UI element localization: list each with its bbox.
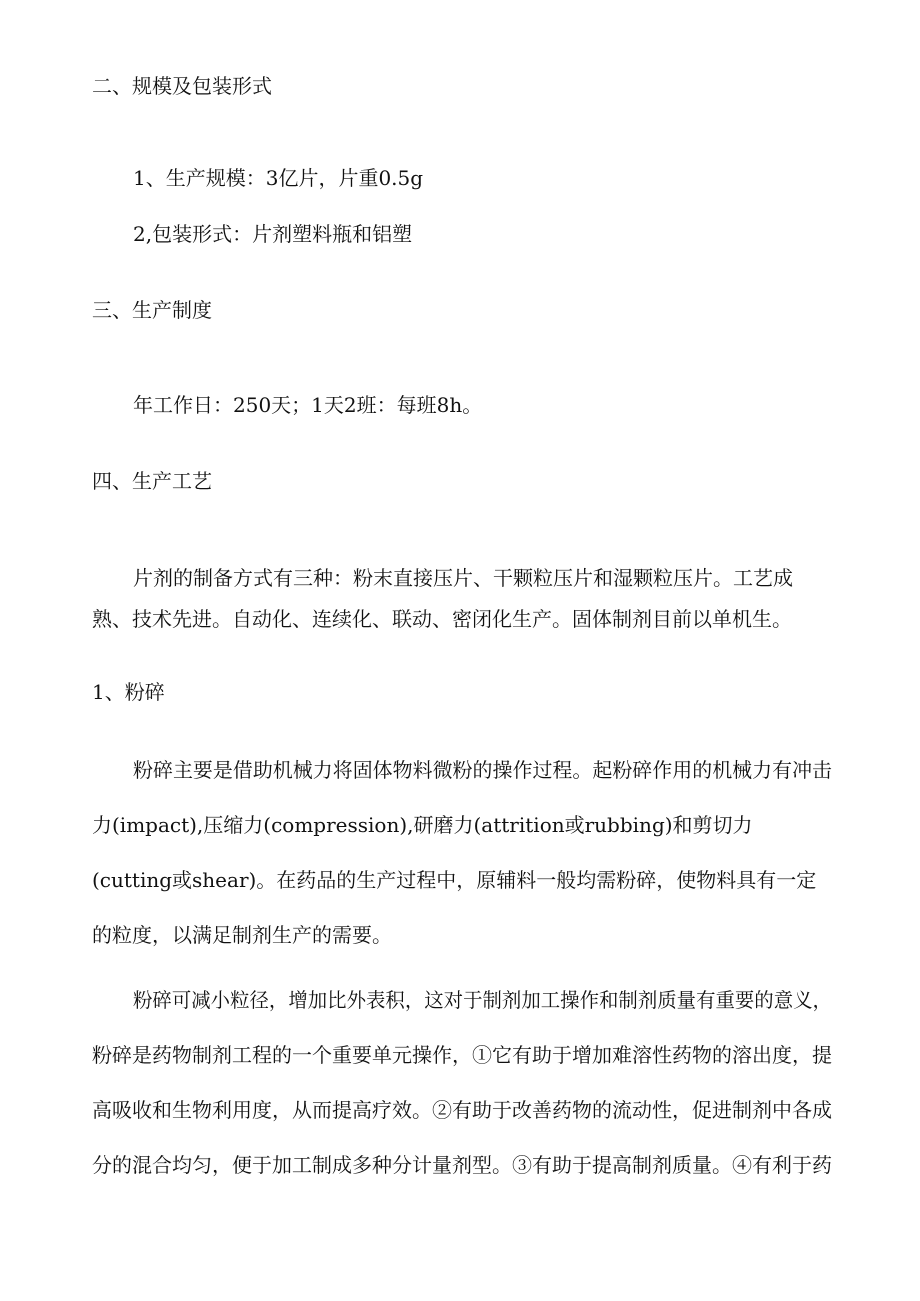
- crushing-paragraph-line: 力(impact),压缩力(compression),研磨力(attrition或rubbing)和剪切力: [92, 813, 753, 837]
- section-heading-production-process: 四、生产工艺: [92, 469, 212, 493]
- packaging-form-item: 2,包装形式：片剂塑料瓶和铝塑: [133, 222, 413, 246]
- crushing-benefit-paragraph-line: 粉碎是药物制剂工程的一个重要单元操作，①它有助于增加难溶性药物的溶出度，提: [92, 1043, 832, 1067]
- working-days-text: 年工作日：250天；1天2班：每班8h。: [133, 393, 483, 417]
- subsection-heading-crushing: 1、粉碎: [92, 680, 165, 704]
- crushing-benefit-paragraph-line: 分的混合均匀，便于加工制成多种分计量剂型。③有助于提高制剂质量。④有利于药: [92, 1153, 832, 1177]
- production-scale-item: 1、生产规模：3亿片，片重0.5g: [133, 166, 424, 190]
- crushing-paragraph-line: (cutting或shear)。在药品的生产过程中，原辅料一般均需粉碎，使物料具有一定: [92, 868, 817, 892]
- section-heading-production-system: 三、生产制度: [92, 298, 212, 322]
- crushing-paragraph-line: 的粒度，以满足制剂生产的需要。: [92, 923, 392, 947]
- section-heading-scale-packaging: 二、规模及包装形式: [92, 74, 272, 98]
- crushing-benefit-paragraph-line: 粉碎可减小粒径，增加比外表积，这对于制剂加工操作和制剂质量有重要的意义，: [133, 988, 832, 1012]
- crushing-benefit-paragraph-line: 高吸收和生物利用度，从而提高疗效。②有助于改善药物的流动性，促进制剂中各成: [92, 1098, 832, 1122]
- process-paragraph-line: 熟、技术先进。自动化、连续化、联动、密闭化生产。固体制剂目前以单机生。: [92, 607, 792, 631]
- process-paragraph-line: 片剂的制备方式有三种：粉末直接压片、干颗粒压片和湿颗粒压片。工艺成: [133, 566, 793, 590]
- crushing-paragraph-line: 粉碎主要是借助机械力将固体物料微粉的操作过程。起粉碎作用的机械力有冲击: [133, 758, 833, 782]
